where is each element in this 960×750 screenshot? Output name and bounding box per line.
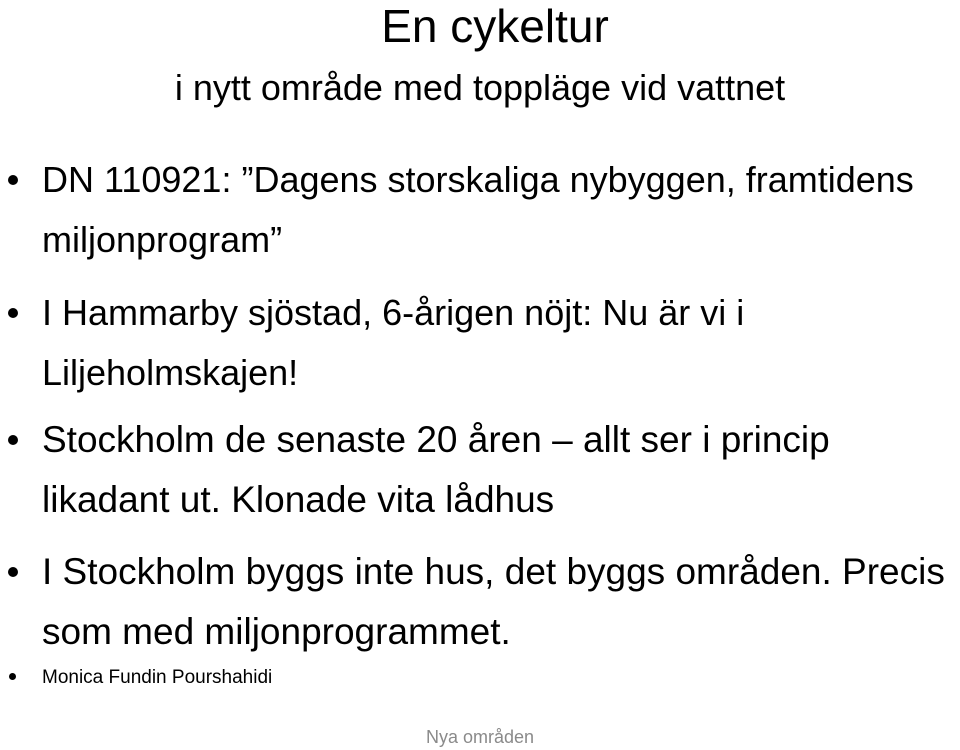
bullet-dot-icon [8, 435, 18, 445]
bullet-dot-icon [9, 673, 16, 680]
bullet-text: I Stockholm byggs inte hus, det byggs områden. Precis som med miljonprogrammet. [42, 551, 945, 652]
bullet-text: DN 110921: ”Dagens storskaliga nybyggen, framtidens miljonprogram” [42, 159, 914, 260]
bullet-dot-icon [8, 308, 18, 318]
bullet-text: Monica Fundin Pourshahidi [42, 667, 273, 688]
bullet-dot-icon [8, 567, 18, 577]
slide-footer: Nya områden [425, 727, 535, 747]
bullet-text: Stockholm de senaste 20 åren – allt ser i princip likadant ut. Klonade vita lådhus [42, 419, 830, 520]
bullet-text: I Hammarby sjöstad, 6-årigen nöjt: Nu är vi i Liljeholmskajen! [42, 292, 745, 393]
slide-subtitle: i nytt område med toppläge vid vattnet [174, 67, 786, 108]
bullet-dot-icon [8, 175, 18, 185]
slide-title: En cykeltur [381, 0, 609, 52]
